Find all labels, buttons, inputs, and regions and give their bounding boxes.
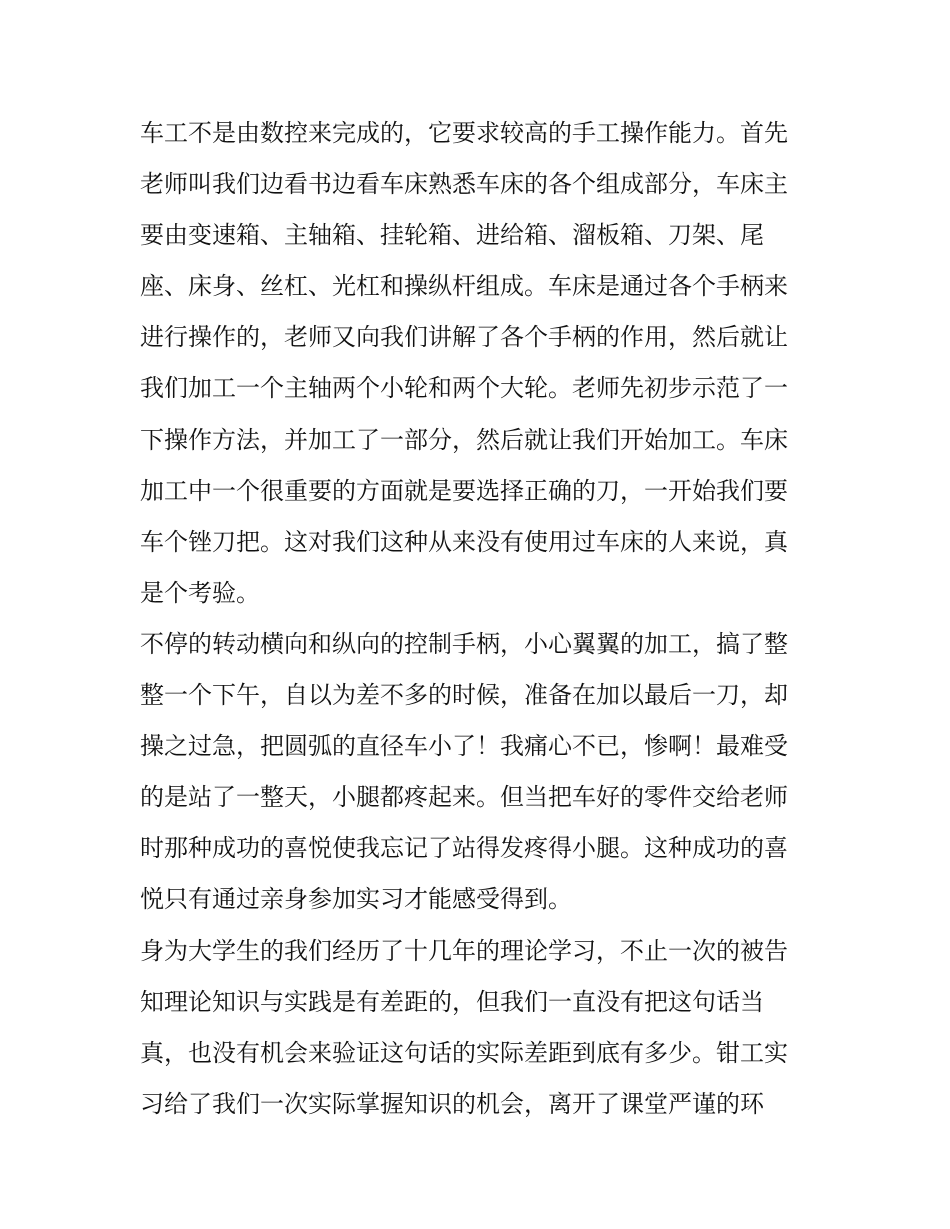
text-line: 知理论知识与实践是有差距的，但我们一直没有把这句话当 xyxy=(140,987,764,1016)
text-line: 下操作方法，并加工了一部分，然后就让我们开始加工。车床 xyxy=(140,425,788,454)
text-line: 进行操作的，老师又向我们讲解了各个手柄的作用，然后就让 xyxy=(140,323,788,352)
text-line: 真，也没有机会来验证这句话的实际差距到底有多少。钳工实 xyxy=(140,1038,788,1067)
text-line: 老师叫我们边看书边看车床熟悉车床的各个组成部分，车床主 xyxy=(140,170,788,199)
text-line: 悦只有通过亲身参加实习才能感受得到。 xyxy=(140,885,572,914)
document-body xyxy=(140,108,830,1130)
text-line: 操之过急，把圆弧的直径车小了！我痛心不已，惨啊！最难受 xyxy=(140,732,788,761)
text-line: 座、床身、丝杠、光杠和操纵杆组成。车床是通过各个手柄来 xyxy=(140,272,788,301)
text-line: 整一个下午，自以为差不多的时候，准备在加以最后一刀，却 xyxy=(140,681,788,710)
text-line: 要由变速箱、主轴箱、挂轮箱、进给箱、溜板箱、刀架、尾 xyxy=(140,221,764,250)
text-line: 我们加工一个主轴两个小轮和两个大轮。老师先初步示范了一 xyxy=(140,374,788,403)
text-line: 车工不是由数控来完成的，它要求较高的手工操作能力。首先 xyxy=(140,119,788,147)
text-line: 加工中一个很重要的方面就是要选择正确的刀，一开始我们要 xyxy=(140,476,788,505)
text-line: 是个考验。 xyxy=(140,578,260,607)
text-line: 不停的转动横向和纵向的控制手柄，小心翼翼的加工，搞了整 xyxy=(140,629,788,658)
text-line: 时那种成功的喜悦使我忘记了站得发疼得小腿。这种成功的喜 xyxy=(140,834,788,863)
text-line: 身为大学生的我们经历了十几年的理论学习，不止一次的被告 xyxy=(140,936,788,965)
text-line: 车个锉刀把。这对我们这种从来没有使用过车床的人来说，真 xyxy=(140,527,788,556)
text-line: 习给了我们一次实际掌握知识的机会，离开了课堂严谨的环 xyxy=(140,1089,764,1118)
text-line: 的是站了一整天，小腿都疼起来。但当把车好的零件交给老师 xyxy=(140,783,788,812)
